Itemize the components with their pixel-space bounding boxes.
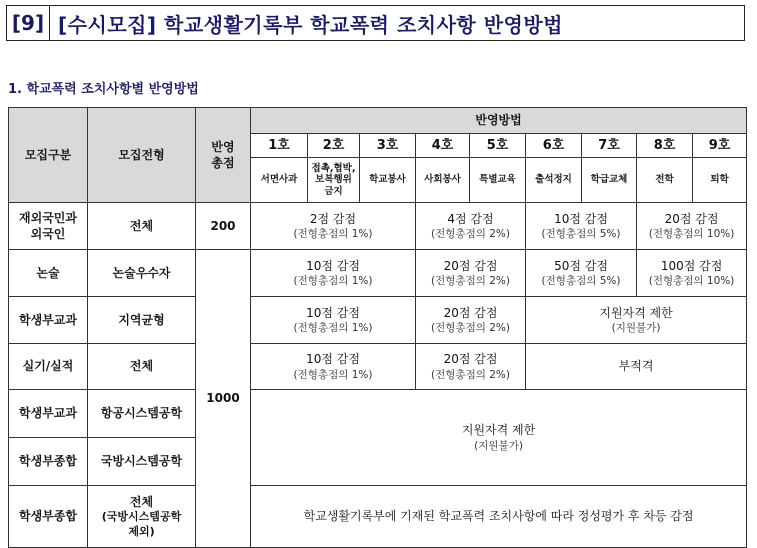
level-9: 9호: [693, 134, 747, 158]
r1-recruit-l1: 재외국민과: [19, 210, 77, 225]
r1-c1-main: 2점 감점: [309, 211, 357, 226]
header-score: [196, 108, 251, 203]
r2-c3: [526, 250, 637, 297]
measure-5: 특별교육: [470, 158, 526, 203]
measure-2-line2: 보복행위: [315, 174, 352, 186]
r5-c1: [251, 390, 747, 486]
r4-c1-main: 10점 감점: [306, 352, 360, 367]
measure-2-line1: 접촉,협박,: [311, 162, 356, 174]
penalty-table: [8, 107, 747, 548]
r1-c3: [526, 203, 637, 250]
r5-type: 항공시스템공학: [88, 390, 196, 438]
measure-4: 사회봉사: [416, 158, 470, 203]
r2-c4-main: 100점 감점: [660, 258, 723, 273]
level-7: 7호: [582, 134, 637, 158]
r1-c3-main: 10점 감점: [554, 211, 608, 226]
r6-recruit: 학생부종합: [9, 438, 88, 486]
r3-c3: [526, 297, 747, 344]
header-method: 반영방법: [251, 108, 747, 134]
header-score-l1: 반영: [211, 139, 235, 154]
section-title: 1. 학교폭력 조치사항별 반영방법: [8, 82, 199, 97]
r1-c4-sub: (전형총점의 10%): [648, 228, 735, 240]
r3-recruit: 학생부교과: [9, 297, 88, 344]
r4-c1-sub: (전형총점의 1%): [293, 368, 373, 381]
r3-c3-sub: (지원불가): [611, 322, 661, 334]
measure-7: 학급교체: [582, 158, 637, 203]
r1-c1-sub: (전형총점의 1%): [293, 228, 373, 240]
measure-8: 전학: [637, 158, 693, 203]
header-score-l2: 총점: [211, 156, 235, 170]
r3-c2-main: 20점 감점: [443, 305, 498, 320]
level-4: 4호: [416, 134, 470, 158]
r2-c4-sub: (전형총점의 10%): [648, 275, 735, 287]
r4-c2: [416, 344, 526, 390]
r1-c3-sub: (전형총점의 5%): [541, 228, 621, 240]
r7-type-l1: 전체: [129, 494, 154, 509]
r7-type: [88, 486, 196, 548]
r3-c1: [251, 297, 416, 344]
r7-type-l3: 제외): [128, 524, 155, 538]
measure-9: 퇴학: [693, 158, 747, 203]
r7-c1: 학교생활기록부에 기재된 학교폭력 조치사항에 따라 정성평가 후 차등 감점: [251, 486, 747, 548]
measure-3: 학교봉사: [360, 158, 416, 203]
r7-recruit: 학생부종합: [9, 486, 88, 548]
r5-c1-main: 지원자격 제한: [461, 423, 536, 438]
r2-c1-main: 10점 감점: [306, 258, 360, 273]
r2-type: 논술우수자: [88, 250, 196, 297]
measure-2: [308, 158, 360, 203]
r4-type: 전체: [88, 344, 196, 390]
r2-c2-sub: (전형총점의 2%): [431, 275, 510, 287]
level-1: 1호: [251, 134, 308, 158]
r4-c3: 부적격: [526, 344, 747, 390]
r3-c3-main: 지원자격 제한: [599, 305, 673, 320]
r3-c1-main: 10점 감점: [306, 305, 360, 320]
level-6: 6호: [526, 134, 582, 158]
r5-c1-sub: (지원불가): [474, 439, 523, 452]
r2-recruit: 논술: [9, 250, 88, 297]
r2-score: 1000: [196, 250, 251, 548]
r3-type: 지역균형: [88, 297, 196, 344]
r7-type-l2: (국방시스템공학: [101, 509, 182, 523]
r1-recruit-l2: 외국인: [30, 227, 66, 241]
measure-6: 출석정지: [526, 158, 582, 203]
r1-c4: [637, 203, 747, 250]
measure-1: 서면사과: [251, 158, 308, 203]
r4-c2-main: 20점 감점: [443, 352, 498, 367]
r1-c2-sub: (전형총점의 2%): [431, 228, 510, 240]
level-3: 3호: [360, 134, 416, 158]
r6-type: 국방시스템공학: [88, 438, 196, 486]
r4-c1: [251, 344, 416, 390]
r3-c2: [416, 297, 526, 344]
r2-c2-main: 20점 감점: [443, 258, 498, 273]
page-title: [수시모집] 학교생활기록부 학교폭력 조치사항 반영방법: [58, 12, 563, 37]
title-number: [9]: [7, 6, 50, 40]
level-2: 2호: [308, 134, 360, 158]
r1-recruit: [9, 203, 88, 250]
measure-2-line3: 금지: [324, 185, 343, 197]
title-box: [6, 5, 745, 41]
r3-c1-sub: (전형총점의 1%): [293, 322, 373, 334]
r1-c1: [251, 203, 416, 250]
r2-c3-sub: (전형총점의 5%): [541, 275, 621, 287]
header-type: 모집전형: [88, 108, 196, 203]
level-8: 8호: [637, 134, 693, 158]
r2-c2: [416, 250, 526, 297]
r2-c3-main: 50점 감점: [554, 258, 608, 273]
header-recruit: 모집구분: [9, 108, 88, 203]
r1-c2: [416, 203, 526, 250]
r5-recruit: 학생부교과: [9, 390, 88, 438]
r2-c4: [637, 250, 747, 297]
r1-c4-main: 20점 감점: [664, 211, 719, 226]
r3-c2-sub: (전형총점의 2%): [431, 322, 510, 334]
level-5: 5호: [470, 134, 526, 158]
r1-type: 전체: [88, 203, 196, 250]
r4-recruit: 실기/실적: [9, 344, 88, 390]
r4-c2-sub: (전형총점의 2%): [431, 368, 510, 381]
r2-c1-sub: (전형총점의 1%): [293, 275, 373, 287]
r1-c2-main: 4점 감점: [447, 211, 494, 226]
r2-c1: [251, 250, 416, 297]
r1-score: 200: [196, 203, 251, 250]
